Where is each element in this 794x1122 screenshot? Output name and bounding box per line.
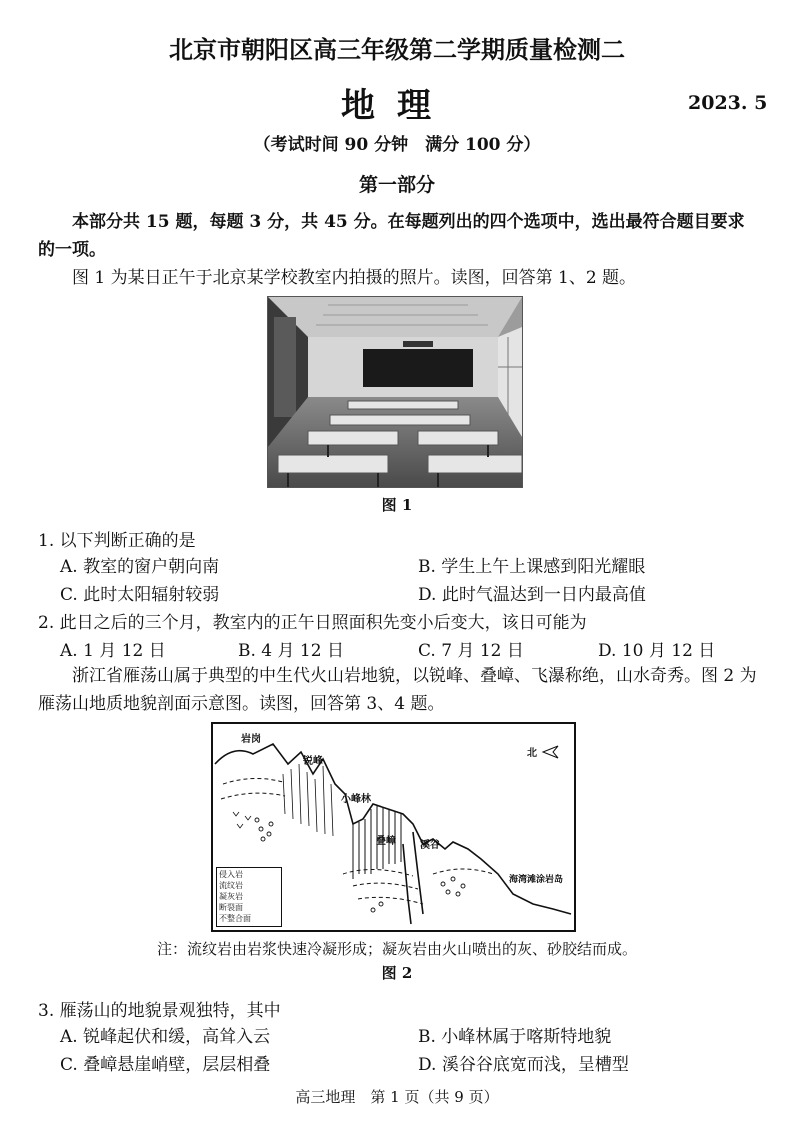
q3-option-c[interactable]: C. 叠嶂悬崖峭壁，层层相叠 xyxy=(60,1055,271,1075)
q2-option-a[interactable]: A. 1 月 12 日 xyxy=(60,641,166,661)
figure-2-caption: 图 2 xyxy=(381,964,413,982)
intro-q1-q2: 图 1 为某日正午于北京某学校教室内拍摄的照片。读图，回答第 1、2 题。 xyxy=(72,268,637,288)
q1-option-a[interactable]: A. 教室的窗户朝向南 xyxy=(60,557,220,577)
q3-stem: 3. 雁荡山的地貌景观独特，其中 xyxy=(38,1001,281,1021)
subject-title: 地理 xyxy=(341,86,453,126)
q2-option-c[interactable]: C. 7 月 12 日 xyxy=(418,641,524,661)
legend-item-unconformity: 不整合面 xyxy=(219,914,251,923)
figure-2-note: 注：流纹岩由岩浆快速冷凝形成；凝灰岩由火山喷出的灰、砂胶结而成。 xyxy=(156,940,637,958)
label-diezhang: 叠嶂 xyxy=(376,836,396,847)
exam-title: 北京市朝阳区高三年级第二学期质量检测二 xyxy=(169,35,625,64)
instructions: 本部分共 15 题，每题 3 分，共 45 分。在每题列出的四个选项中，选出最符合题目要求的一项。 xyxy=(38,212,745,260)
part-title: 第一部分 xyxy=(358,174,435,196)
q2-option-d[interactable]: D. 10 月 12 日 xyxy=(598,641,716,661)
label-ruifeng: 锐峰 xyxy=(303,756,323,767)
q3-option-a[interactable]: A. 锐峰起伏和缓，高耸入云 xyxy=(60,1027,271,1047)
classroom-photo xyxy=(267,296,523,488)
figure-1-caption: 图 1 xyxy=(381,496,413,514)
label-coast: 海湾滩涂岩岛 xyxy=(509,875,564,885)
legend-item-intrusive: 侵入岩 xyxy=(219,870,243,879)
q1-option-b[interactable]: B. 学生上午上课感到阳光耀眼 xyxy=(418,557,646,577)
legend-item-rhyolite: 流纹岩 xyxy=(219,881,243,890)
label-north: 北 xyxy=(527,748,537,759)
diagram-legend xyxy=(216,867,282,927)
legend-item-fault: 断裂面 xyxy=(219,903,243,912)
label-xigu: 溪谷 xyxy=(420,840,440,851)
page-footer: 高三地理 第 1 页（共 9 页） xyxy=(295,1088,499,1106)
classroom-photo-drawing xyxy=(268,297,522,487)
exam-info: （考试时间 90 分钟 满分 100 分） xyxy=(253,135,541,155)
q3-option-b[interactable]: B. 小峰林属于喀斯特地貌 xyxy=(418,1027,612,1047)
legend-item-tuff: 凝灰岩 xyxy=(219,892,243,901)
q3-option-d[interactable]: D. 溪谷谷底宽而浅，呈槽型 xyxy=(418,1055,629,1075)
q1-stem: 1. 以下判断正确的是 xyxy=(38,531,196,551)
label-xiaofenglin: 小峰林 xyxy=(341,794,371,805)
q2-stem: 2. 此日之后的三个月，教室内的正午日照面积先变小后变大，该日可能为 xyxy=(38,613,587,633)
q1-option-c[interactable]: C. 此时太阳辐射较弱 xyxy=(60,585,220,605)
exam-date: 2023. 5 xyxy=(688,92,768,114)
q2-option-b[interactable]: B. 4 月 12 日 xyxy=(238,641,344,661)
geologic-profile-diagram xyxy=(211,722,576,932)
q1-option-d[interactable]: D. 此时气温达到一日内最高值 xyxy=(418,585,646,605)
intro-q3-q4: 浙江省雁荡山属于典型的中生代火山岩地貌，以锐峰、叠嶂、飞瀑称绝，山水奇秀。图 2 为雁荡山地质地貌剖面示意图。读图，回答第 3、4 题。 xyxy=(38,666,757,714)
label-yangang: 岩岗 xyxy=(241,734,261,745)
